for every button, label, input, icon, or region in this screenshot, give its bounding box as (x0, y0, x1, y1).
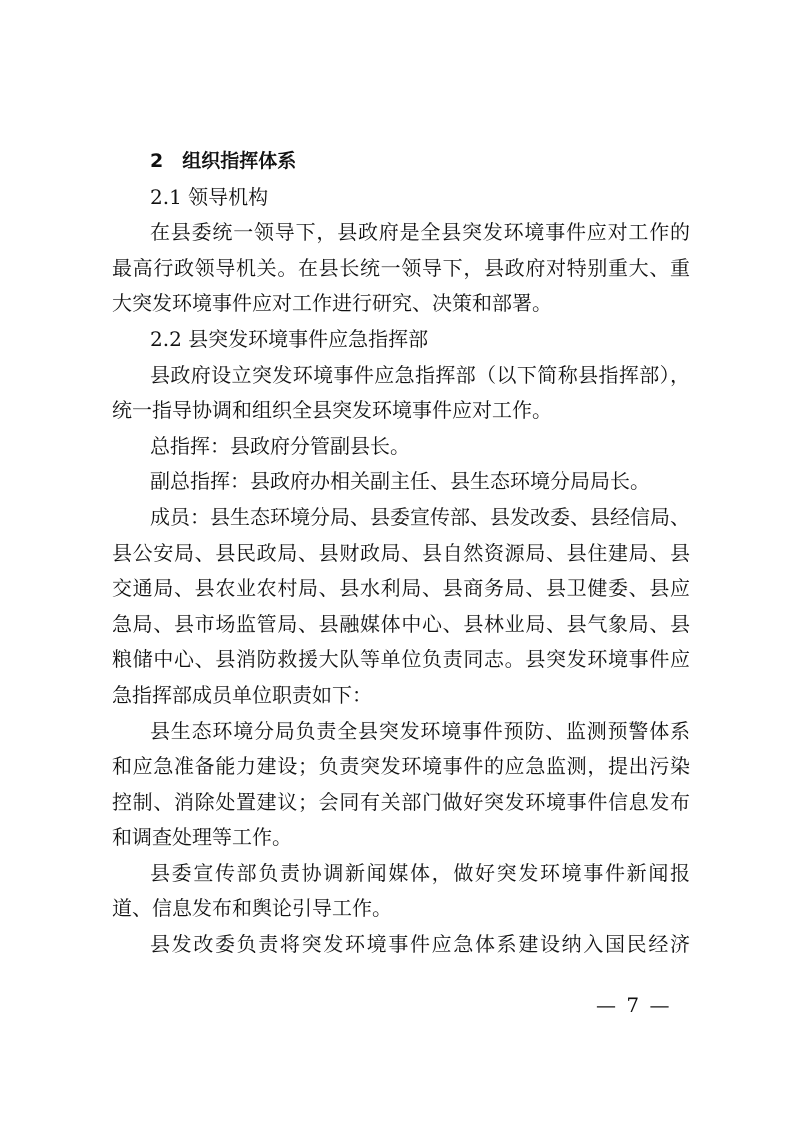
paragraph-line: 统一指导协调和组织全县突发环境事件应对工作。 (112, 398, 552, 423)
document-body (112, 144, 690, 963)
paragraph-line: 县生态环境分局负责全县突发环境事件预防、监测预警体系 (150, 718, 690, 743)
paragraph-line: 县发改委负责将突发环境事件应急体系建设纳入国民经济 (150, 932, 690, 957)
section-heading: 2 组织指挥体系 (150, 150, 297, 172)
paragraph-line: 县政府设立突发环境事件应急指挥部（以下简称县指挥部）， (150, 362, 690, 387)
paragraph-line: 粮储中心、县消防救援大队等单位负责同志。县突发环境事件应 (112, 647, 690, 672)
paragraph-line: 急局、县市场监管局、县融媒体中心、县林业局、县气象局、县 (112, 611, 690, 636)
paragraph-line: 交通局、县农业农村局、县水利局、县商务局、县卫健委、县应 (112, 576, 690, 601)
paragraph-line: 大突发环境事件应对工作进行研究、决策和部署。 (112, 291, 552, 316)
paragraph-line: 急指挥部成员单位职责如下： (112, 682, 372, 707)
paragraph-line: 控制、消除处置建议；会同有关部门做好突发环境事件信息发布 (112, 789, 690, 814)
paragraph-line: 最高行政领导机关。在县长统一领导下，县政府对特别重大、重 (112, 255, 690, 280)
subsection-heading: 2.1 领导机构 (150, 184, 269, 209)
paragraph-line: 和应急准备能力建设；负责突发环境事件的应急监测，提出污染 (112, 754, 690, 779)
paragraph-line: 成员：县生态环境分局、县委宣传部、县发改委、县经信局、 (150, 504, 690, 529)
paragraph-line: 总指挥：县政府分管副县长。 (150, 433, 410, 458)
paragraph-line: 县公安局、县民政局、县财政局、县自然资源局、县住建局、县 (112, 540, 690, 565)
paragraph-line: 县委宣传部负责协调新闻媒体，做好突发环境事件新闻报 (150, 860, 690, 885)
paragraph-line: 在县委统一领导下，县政府是全县突发环境事件应对工作的 (150, 220, 690, 245)
paragraph-line: 和调查处理等工作。 (112, 825, 292, 850)
subsection-heading: 2.2 县突发环境事件应急指挥部 (150, 326, 429, 351)
page-number: — 7 — (596, 993, 672, 1017)
paragraph-line: 副总指挥：县政府办相关副主任、县生态环境分局局长。 (150, 469, 650, 494)
paragraph-line: 道、信息发布和舆论引导工作。 (112, 896, 392, 921)
